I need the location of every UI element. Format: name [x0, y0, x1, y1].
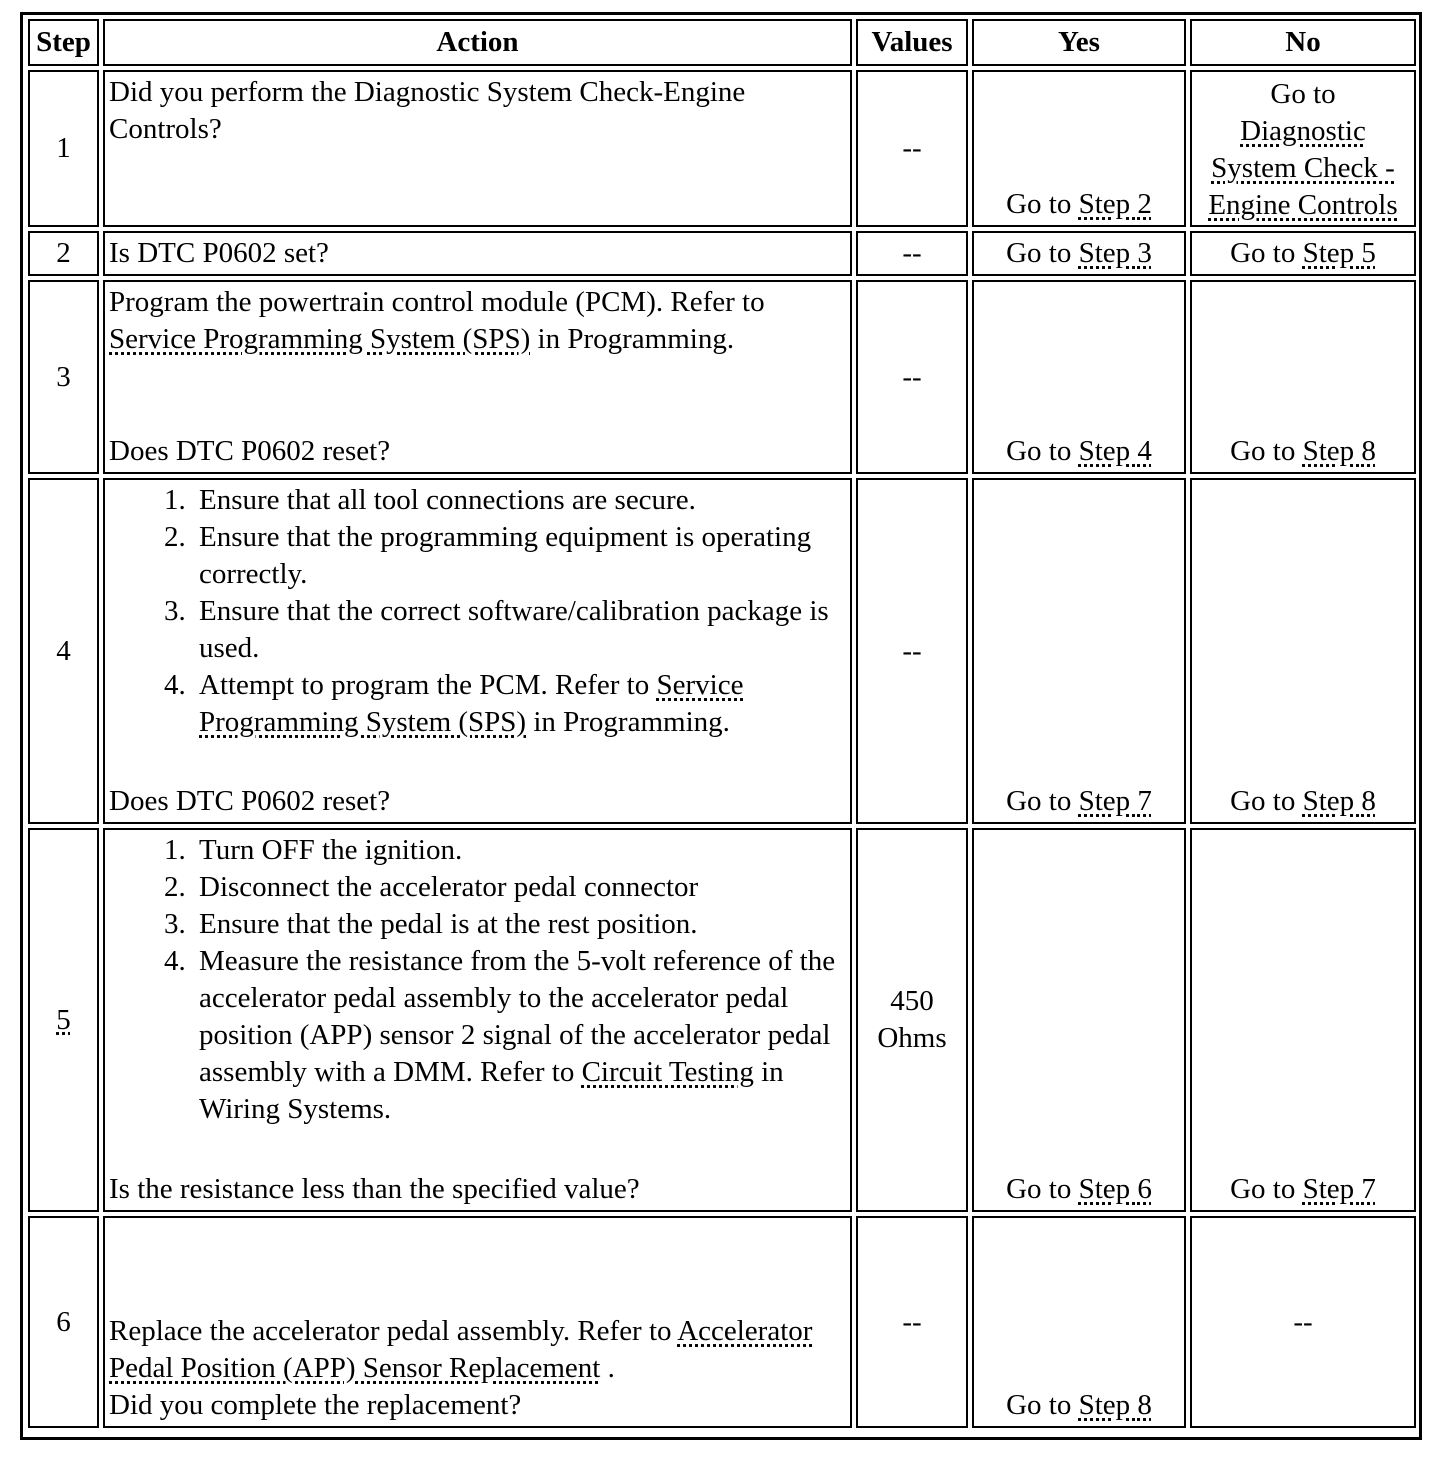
goto-step-link[interactable]: Step 6: [1078, 1173, 1152, 1205]
action-instruction: Replace the accelerator pedal assembly. Refer to Accelerator Pedal Position (APP) Sensor Replacement .: [109, 1315, 813, 1384]
goto-step-link[interactable]: Step 8: [1302, 785, 1376, 817]
header-no: No: [1190, 19, 1416, 66]
list-item: 4. Measure the resistance from the 5-volt reference of the accelerator pedal assembly to the accelerator pedal position (APP) sensor 2 signal of the accelerator pedal assembly with a DMM. Refer to Circuit Testing in Wiring Systems.: [193, 943, 846, 1128]
list-item: 2. Ensure that the programming equipment is operating correctly.: [193, 519, 846, 593]
header-yes: Yes: [972, 19, 1186, 66]
goto-step-link[interactable]: Step 8: [1302, 435, 1376, 467]
values-cell: --: [856, 70, 968, 227]
circuit-testing-link[interactable]: Circuit Testing: [581, 1056, 754, 1088]
no-cell: Go to Step 5: [1190, 231, 1416, 276]
action-cell: [103, 70, 852, 227]
action-question: Is the resistance less than the specified value?: [109, 1173, 640, 1205]
step-number: 1: [28, 70, 99, 227]
step-number: [28, 828, 99, 1212]
goto-step-link[interactable]: Step 7: [1302, 1173, 1376, 1205]
step-5-link[interactable]: 5: [56, 1003, 71, 1036]
list-item: 1. Turn OFF the ignition.: [193, 832, 846, 869]
step-number: 3: [28, 280, 99, 474]
step-number: 4: [28, 478, 99, 824]
goto-step-link[interactable]: Step 4: [1078, 435, 1152, 467]
action-question: Did you complete the replacement?: [109, 1389, 522, 1421]
diagnostic-system-check-link[interactable]: Diagnostic System Check - Engine Controls: [1208, 115, 1398, 221]
goto-step-link[interactable]: Step 8: [1078, 1389, 1152, 1421]
values-cell: --: [856, 1216, 968, 1428]
action-cell: [103, 1216, 852, 1428]
action-instruction: Program the powertrain control module (PCM). Refer to Service Programming System (SPS) in Programming.: [109, 286, 765, 355]
values-cell: [856, 828, 968, 1212]
no-cell: Go to Step 7: [1190, 828, 1416, 1212]
yes-cell: Go to Step 4: [972, 280, 1186, 474]
action-question: Does DTC P0602 reset?: [109, 785, 391, 817]
action-steps-list: [109, 832, 846, 1128]
list-item: 4. Attempt to program the PCM. Refer to Service Programming System (SPS) in Programming.: [193, 667, 846, 741]
action-question: Does DTC P0602 reset?: [109, 435, 391, 467]
resistance-value: 450: [890, 985, 934, 1017]
values-cell: --: [856, 231, 968, 276]
yes-cell: Go to Step 3: [972, 231, 1186, 276]
list-item: 2. Disconnect the accelerator pedal connector: [193, 869, 846, 906]
no-cell: Go to Step 8: [1190, 478, 1416, 824]
goto-step-link[interactable]: Step 5: [1302, 237, 1376, 269]
action-cell: [103, 280, 852, 474]
header-action: Action: [103, 19, 852, 66]
sps-link[interactable]: Service Programming System (SPS): [109, 323, 531, 355]
diagnostic-table: [20, 12, 1422, 1440]
goto-step-link[interactable]: Step 3: [1078, 237, 1152, 269]
action-steps-list: [109, 482, 846, 741]
goto-step-link[interactable]: Step 7: [1078, 785, 1152, 817]
step-number: 6: [28, 1216, 99, 1428]
list-item: 3. Ensure that the correct software/calibration package is used.: [193, 593, 846, 667]
action-question: Is DTC P0602 set?: [109, 237, 329, 269]
list-item: 1. Ensure that all tool connections are secure.: [193, 482, 846, 519]
no-cell: --: [1190, 1216, 1416, 1428]
values-cell: --: [856, 478, 968, 824]
yes-cell: Go to Step 6: [972, 828, 1186, 1212]
action-question: Did you perform the Diagnostic System Check-Engine Controls?: [109, 76, 746, 145]
yes-cell: Go to Step 8: [972, 1216, 1186, 1428]
action-cell: [103, 828, 852, 1212]
resistance-unit: Ohms: [877, 1022, 947, 1054]
yes-cell: Go to Step 2: [972, 70, 1186, 227]
action-cell: [103, 231, 852, 276]
list-item: 3. Ensure that the pedal is at the rest position.: [193, 906, 846, 943]
no-cell: Go to Diagnostic System Check - Engine Controls: [1190, 70, 1416, 227]
no-cell: Go to Step 8: [1190, 280, 1416, 474]
sps-link[interactable]: Service Programming System (SPS): [199, 669, 744, 738]
app-sensor-replacement-link[interactable]: Accelerator Pedal Position (APP) Sensor Replacement: [109, 1315, 813, 1384]
header-step: Step: [28, 19, 99, 66]
values-cell: --: [856, 280, 968, 474]
action-cell: [103, 478, 852, 824]
header-values: Values: [856, 19, 968, 66]
step-number: 2: [28, 231, 99, 276]
goto-step-link[interactable]: Step 2: [1078, 188, 1152, 220]
yes-cell: Go to Step 7: [972, 478, 1186, 824]
